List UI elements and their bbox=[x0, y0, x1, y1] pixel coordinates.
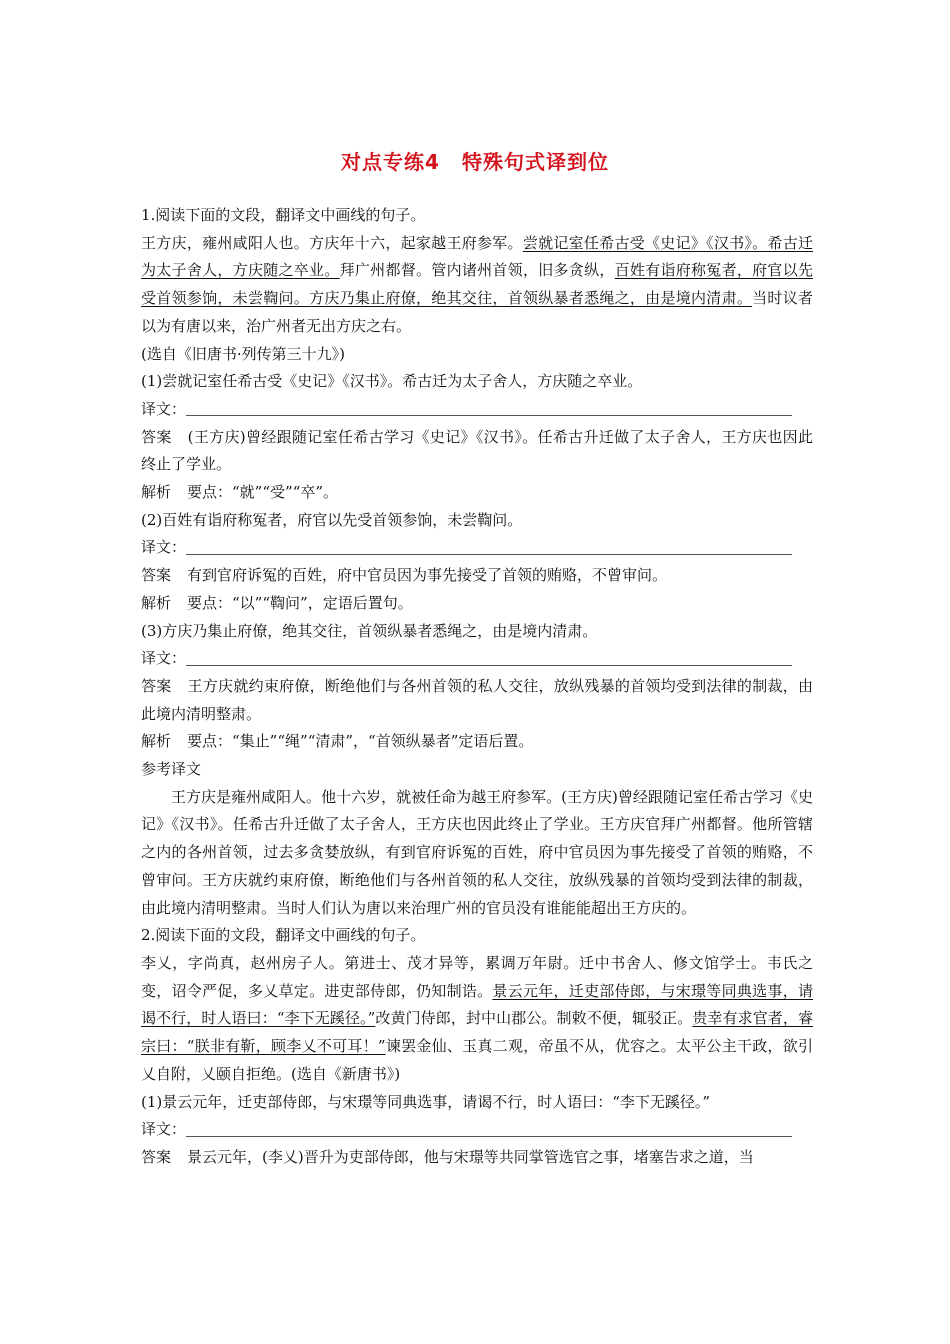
document-body bbox=[141, 202, 813, 1172]
title-main: 对点专练4 bbox=[341, 150, 440, 174]
title-sub: 特殊句式译到位 bbox=[461, 150, 609, 174]
analysis: 解析 要点：“集止”“绳”“清肃”，“首领纵暴者”定语后置。 bbox=[141, 732, 534, 751]
question-2-passage: 李乂，字尚真，赵州房子人。第进士、茂才异等，累调万年尉。迁中书舍人、修文馆学士。韦氏之变，诏令严促，多乂草定。进吏部侍郎，仍知制诰。景云元年，迁吏部侍郎，与宋璟等同典选事，请谒不行，时人语曰：“李下无蹊径。”改黄门侍郎，封中山郡公。制敕不便，辄驳正。贵幸有求官者，睿宗曰：“朕非有靳，顾李乂不可耳！”谏罢金仙、玉真二观，帝虽不从，优容之。太平公主干政，欲引乂自附，乂颐自拒绝。(选自《新唐书》) bbox=[141, 953, 813, 1083]
reference-translation-label: 参考译文 bbox=[141, 760, 202, 779]
sub-question: (1)尝就记室任希古受《史记》《汉书》。希古迁为太子舍人，方庆随之卒业。 bbox=[141, 372, 643, 391]
sub-question: (3)方庆乃集止府僚，绝其交往，首领纵暴者悉绳之，由是境内清肃。 bbox=[141, 621, 598, 640]
underlined-sentence: 贵幸有求官者，睿宗曰：“朕非有靳，顾李乂不可耳！” bbox=[141, 1009, 813, 1056]
answer-blank[interactable] bbox=[186, 554, 792, 555]
underlined-sentence: 尝就记室任希古受《史记》《汉书》。希古迁为太子舍人，方庆随之卒业。 bbox=[141, 233, 813, 280]
translation-line: 译文： bbox=[141, 645, 813, 673]
answer: 答案 王方庆就约束府僚，断绝他们与各州首领的私人交往，放纵残暴的首领均受到法律的制裁，由此境内清明整肃。 bbox=[141, 676, 813, 723]
page-title bbox=[0, 146, 950, 175]
analysis: 解析 要点：“以”“鞫问”，定语后置句。 bbox=[141, 593, 413, 612]
question-1-passage: 王方庆，雍州咸阳人也。方庆年十六，起家越王府参军。尝就记室任希古受《史记》《汉书》。希古迁为太子舍人，方庆随之卒业。拜广州都督。管内诸州首领，旧多贪纵，百姓有诣府称冤者，府官以先受首领参饷，未尝鞫问。方庆乃集止府僚，绝其交往，首领纵暴者悉绳之，由是境内清肃。当时议者以为有唐以来，治广州者无出方庆之右。 bbox=[141, 233, 813, 335]
passage-source: (选自《旧唐书·列传第三十九》) bbox=[141, 344, 345, 363]
underlined-sentence: 方庆乃集止府僚，绝其交往，首领纵暴者悉绳之，由是境内清肃。 bbox=[309, 289, 753, 308]
translation-line: 译文： bbox=[141, 1116, 813, 1144]
underlined-sentence: 景云元年，迁吏部侍郎，与宋璟等同典选事，请谒不行，时人语曰：“李下无蹊径。” bbox=[141, 981, 813, 1028]
sub-question: (2)百姓有诣府称冤者，府官以先受首领参饷，未尝鞫问。 bbox=[141, 510, 523, 529]
question-2-prompt: 2.阅读下面的文段，翻译文中画线的句子。 bbox=[141, 926, 426, 945]
answer: 答案 (王方庆)曾经跟随记室任希古学习《史记》《汉书》。任希古升迁做了太子舍人，王方庆也因此终止了学业。 bbox=[141, 427, 813, 474]
question-1-prompt: 1.阅读下面的文段，翻译文中画线的句子。 bbox=[141, 206, 426, 224]
reference-translation: 王方庆是雍州咸阳人。他十六岁，就被任命为越王府参军。(王方庆)曾经跟随记室任希古学习《史记》《汉书》。任希古升迁做了太子舍人，王方庆也因此终止了学业。王方庆官拜广州都督。他所管辖之内的各州首领，过去多贪婪放纵，有到官府诉冤的百姓，府中官员因为事先接受了首领的贿赂，不曾审问。王方庆就约束府僚，断绝他们与各州首领的私人交往，放纵残暴的首领均受到法律的制裁，由此境内清明整肃。当时人们认为唐以来治理广州的官员没有谁能能超出王方庆的。 bbox=[141, 787, 813, 917]
answer-blank[interactable] bbox=[186, 665, 792, 666]
underlined-sentence: 百姓有诣府称冤者，府官以先受首领参饷，未尝鞫问。 bbox=[141, 261, 813, 308]
answer-blank[interactable] bbox=[186, 415, 792, 416]
translation-line: 译文： bbox=[141, 534, 813, 562]
answer: 答案 有到官府诉冤的百姓，府中官员因为事先接受了首领的贿赂，不曾审问。 bbox=[141, 566, 668, 585]
answer-blank[interactable] bbox=[186, 1136, 792, 1137]
translation-line: 译文： bbox=[141, 396, 813, 424]
answer: 答案 景云元年，(李乂)晋升为吏部侍郎，他与宋璟等共同掌管选官之事，堵塞告求之道，当 bbox=[141, 1147, 754, 1166]
analysis: 解析 要点：“就”“受”“卒”。 bbox=[141, 483, 339, 502]
sub-question: (1)景云元年，迁吏部侍郎，与宋璟等同典选事，请谒不行，时人语曰：“李下无蹊径。” bbox=[141, 1092, 711, 1111]
